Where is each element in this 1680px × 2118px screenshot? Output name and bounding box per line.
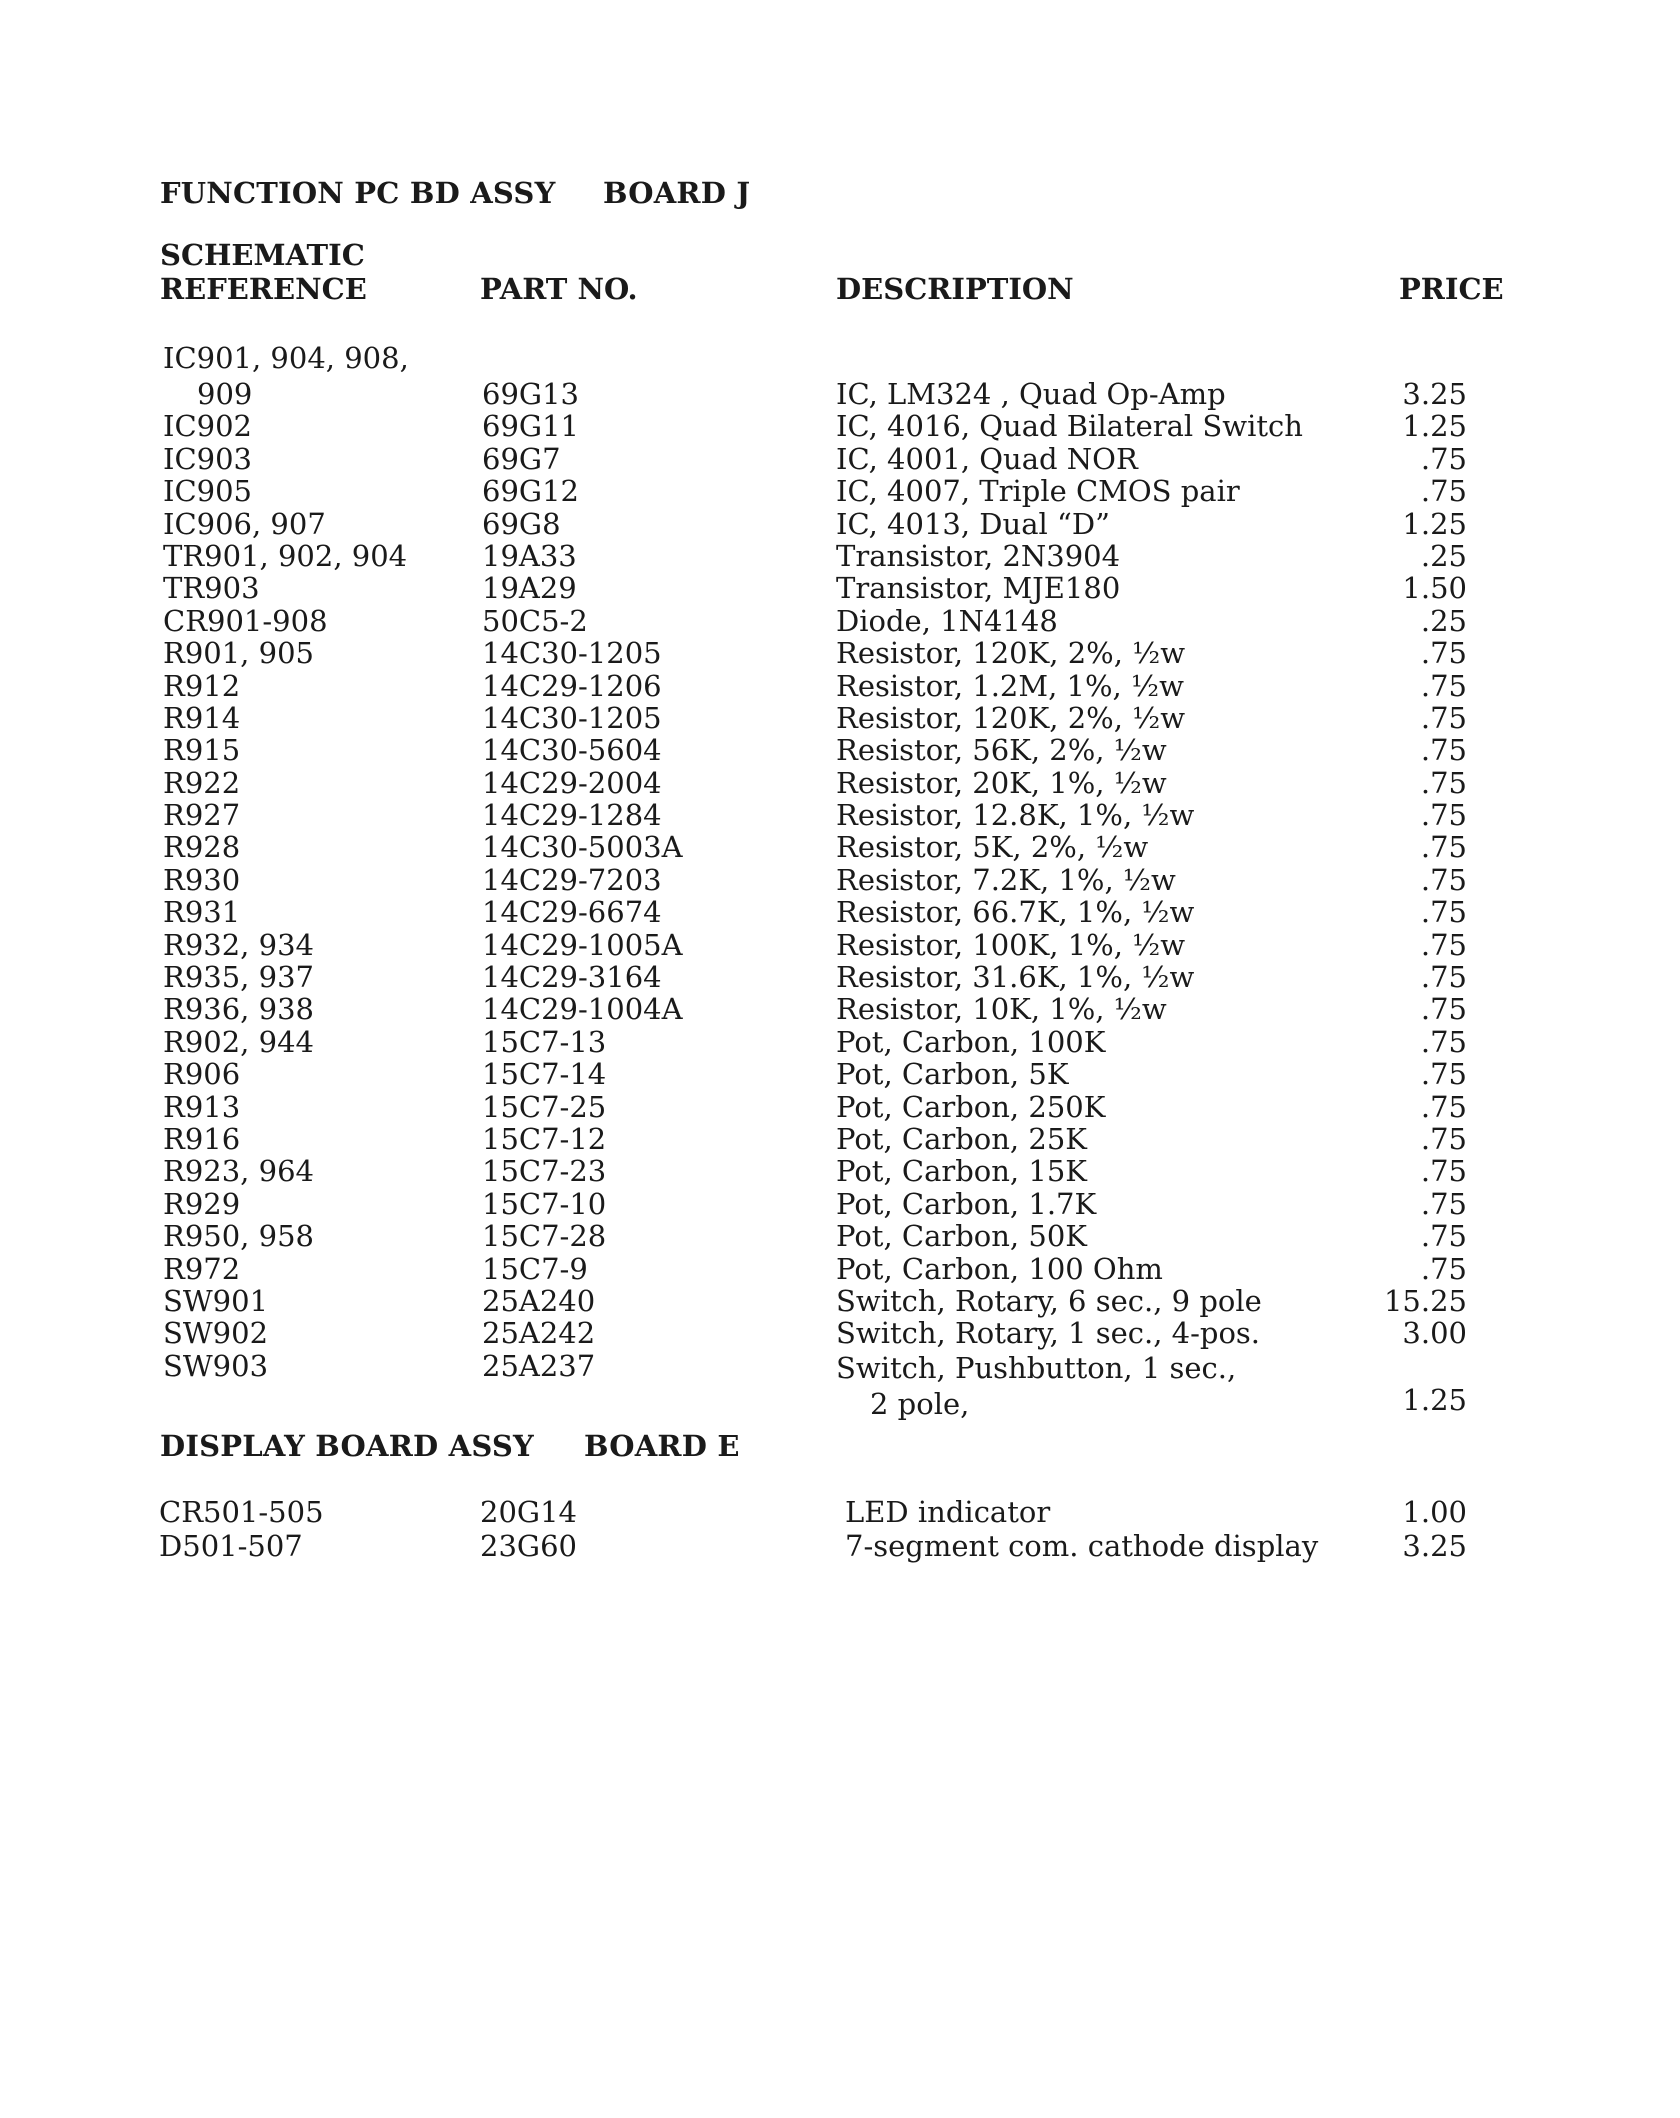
description: Pot, Carbon, 15K [836,1154,1087,1189]
description: Resistor, 1.2M, 1%, ½w [836,668,1184,703]
table-row [0,734,1680,766]
table-row [0,1285,1680,1317]
description: Pot, Carbon, 250K [836,1089,1106,1124]
price: .75 [1420,1121,1467,1156]
schematic-reference: R929 [163,1186,241,1221]
part-number: 25A242 [482,1316,596,1351]
schematic-reference: R901, 905 [163,636,314,671]
price: 3.00 [1402,1316,1467,1351]
schematic-reference: IC906, 907 [163,506,326,541]
part-number: 14C30-1205 [482,700,662,735]
part-number: 15C7-28 [482,1219,607,1254]
schematic-reference: IC901, 904, 908, [163,341,409,375]
description: Diode, 1N4148 [836,603,1058,638]
table-row [0,702,1680,734]
table-row [0,378,1680,410]
schematic-reference: R931 [163,895,241,930]
price: 1.25 [1402,409,1467,444]
table-row [0,1123,1680,1155]
part-number: 15C7-12 [482,1121,607,1156]
part-number: 15C7-23 [482,1154,607,1189]
column-header-part: PART NO. [480,272,638,306]
table-row [0,1496,1680,1530]
table-row [0,475,1680,507]
table-row [0,540,1680,572]
table-row [0,1155,1680,1187]
display-parts-table [0,1496,1680,1564]
table-row [0,605,1680,637]
part-number: 14C30-5604 [482,733,662,768]
description: Resistor, 100K, 1%, ½w [836,927,1186,962]
table-row [0,1058,1680,1090]
part-number: 14C29-3164 [482,960,662,995]
price: .75 [1420,1024,1467,1059]
price: 15.25 [1383,1283,1467,1318]
column-header-price: PRICE [1399,272,1504,306]
part-number: 15C7-13 [482,1024,607,1059]
part-number: 15C7-9 [482,1251,588,1286]
price: 3.25 [1402,1529,1467,1563]
table-row [0,993,1680,1025]
table-row [0,637,1680,669]
schematic-reference: R927 [163,798,241,833]
part-number: 14C29-1004A [482,992,683,1027]
schematic-reference: 909 [197,377,253,411]
description [836,1350,1236,1422]
part-number: 14C29-2004 [482,765,662,800]
table-row [0,443,1680,475]
table-row [0,1253,1680,1285]
description: Resistor, 31.6K, 1%, ½w [836,960,1195,995]
description: Pot, Carbon, 25K [836,1121,1087,1156]
schematic-reference: R915 [163,733,241,768]
price: .75 [1420,668,1467,703]
description: Resistor, 56K, 2%, ½w [836,733,1167,768]
part-number: 15C7-10 [482,1186,607,1221]
description: Pot, Carbon, 50K [836,1219,1087,1254]
part-number: 14C30-5003A [482,830,683,865]
description-line2: 2 pole, [870,1386,970,1421]
price: .75 [1420,862,1467,897]
price: .75 [1420,700,1467,735]
description: Pot, Carbon, 100K [836,1024,1106,1059]
schematic-reference: R950, 958 [163,1219,314,1254]
description: Switch, Rotary, 6 sec., 9 pole [836,1283,1262,1318]
part-number: 69G13 [482,377,579,411]
table-row [0,1350,1680,1422]
schematic-reference: R930 [163,862,241,897]
table-row [0,799,1680,831]
table-row [0,572,1680,604]
price: .75 [1420,1089,1467,1124]
price: .75 [1420,927,1467,962]
table-row [0,961,1680,993]
description: Resistor, 12.8K, 1%, ½w [836,798,1195,833]
part-number: 15C7-14 [482,1057,607,1092]
schematic-reference: IC902 [163,409,252,444]
schematic-reference: TR901, 902, 904 [163,538,408,573]
function-section-board: BOARD J [603,176,751,210]
schematic-reference: CR501-505 [159,1495,324,1529]
schematic-reference: R906 [163,1057,241,1092]
part-number: 69G11 [482,409,579,444]
part-number: 50C5-2 [482,603,588,638]
price: .75 [1420,960,1467,995]
price: 1.50 [1402,571,1467,606]
part-number: 69G12 [482,474,579,509]
description: IC, 4001, Quad NOR [836,441,1138,476]
description: Transistor, 2N3904 [836,538,1121,573]
schematic-reference: R928 [163,830,241,865]
description: IC, LM324 , Quad Op-Amp [836,377,1226,411]
part-number: 69G7 [482,441,561,476]
column-header-description: DESCRIPTION [836,272,1074,306]
price: .75 [1420,474,1467,509]
description: Pot, Carbon, 1.7K [836,1186,1097,1221]
schematic-reference: SW901 [163,1283,269,1318]
description: Pot, Carbon, 100 Ohm [836,1251,1163,1286]
part-number: 14C29-1005A [482,927,683,962]
price: 1.25 [1402,506,1467,541]
description: IC, 4007, Triple CMOS pair [836,474,1240,509]
part-number: 14C29-1206 [482,668,662,703]
schematic-reference: R902, 944 [163,1024,314,1059]
description: Transistor, MJE180 [836,571,1121,606]
description-line1: Switch, Pushbutton, 1 sec., [836,1350,1237,1385]
price: .75 [1420,830,1467,865]
function-section-title: FUNCTION PC BD ASSY [160,176,556,210]
part-number: 25A237 [482,1348,596,1383]
price: .75 [1420,733,1467,768]
part-number: 69G8 [482,506,561,541]
price: 1.25 [1402,1382,1467,1417]
table-row [0,767,1680,799]
schematic-reference: R914 [163,700,241,735]
description: Switch, Rotary, 1 sec., 4-pos. [836,1316,1261,1351]
description: 7-segment com. cathode display [845,1529,1319,1563]
description: Resistor, 10K, 1%, ½w [836,992,1167,1027]
table-row [0,1317,1680,1349]
price: .25 [1420,538,1467,573]
price: .75 [1420,1057,1467,1092]
part-number: 14C30-1205 [482,636,662,671]
price: .75 [1420,441,1467,476]
schematic-reference: R923, 964 [163,1154,314,1189]
schematic-reference: R936, 938 [163,992,314,1027]
schematic-reference: IC903 [163,441,252,476]
part-number: 14C29-6674 [482,895,662,930]
table-row [0,1188,1680,1220]
price: 1.00 [1402,1495,1467,1529]
description: IC, 4016, Quad Bilateral Switch [836,409,1303,444]
table-row [0,864,1680,896]
part-number: 15C7-25 [482,1089,607,1124]
price: .75 [1420,765,1467,800]
schematic-reference: R913 [163,1089,241,1124]
display-section-board: BOARD E [584,1429,740,1463]
schematic-reference: R922 [163,765,241,800]
column-header-reference [160,238,367,306]
table-row [0,896,1680,928]
table-row [0,831,1680,863]
table-row [0,929,1680,961]
description: Resistor, 120K, 2%, ½w [836,636,1186,671]
part-number: 14C29-7203 [482,862,662,897]
description: Resistor, 5K, 2%, ½w [836,830,1149,865]
price: .75 [1420,636,1467,671]
table-row [0,410,1680,442]
part-number: 19A33 [482,538,577,573]
schematic-reference: R916 [163,1121,241,1156]
part-number: 14C29-1284 [482,798,662,833]
price: .75 [1420,1154,1467,1189]
part-number: 23G60 [480,1529,577,1563]
schematic-reference: R912 [163,668,241,703]
price: .75 [1420,1219,1467,1254]
function-parts-table [0,342,1680,1422]
column-header-reference-line1: SCHEMATIC [160,238,365,272]
schematic-reference: CR901-908 [163,603,328,638]
table-row [0,1220,1680,1252]
price: .75 [1420,1186,1467,1221]
part-number: 20G14 [480,1495,577,1529]
schematic-reference: SW903 [163,1348,269,1383]
schematic-reference: IC905 [163,474,252,509]
price: .75 [1420,1251,1467,1286]
schematic-reference: D501-507 [159,1529,303,1563]
schematic-reference: R972 [163,1251,241,1286]
price: .75 [1420,992,1467,1027]
schematic-reference: R932, 934 [163,927,314,962]
table-row [0,508,1680,540]
schematic-reference: SW902 [163,1316,269,1351]
description: IC, 4013, Dual “D” [836,506,1110,541]
part-number: 19A29 [482,571,577,606]
description: Resistor, 120K, 2%, ½w [836,700,1186,735]
table-row [0,342,1680,378]
schematic-reference: TR903 [163,571,260,606]
price: .25 [1420,603,1467,638]
description: Pot, Carbon, 5K [836,1057,1069,1092]
table-row [0,1026,1680,1058]
description: Resistor, 7.2K, 1%, ½w [836,862,1176,897]
table-row [0,1530,1680,1564]
price: 3.25 [1402,377,1467,411]
price: .75 [1420,895,1467,930]
schematic-reference: R935, 937 [163,960,314,995]
description: Resistor, 66.7K, 1%, ½w [836,895,1195,930]
description: LED indicator [845,1495,1051,1529]
part-number: 25A240 [482,1283,596,1318]
description: Resistor, 20K, 1%, ½w [836,765,1167,800]
table-row [0,1091,1680,1123]
table-row [0,670,1680,702]
column-header-reference-line2: REFERENCE [160,272,367,306]
price: .75 [1420,798,1467,833]
display-section-title: DISPLAY BOARD ASSY [160,1429,534,1463]
